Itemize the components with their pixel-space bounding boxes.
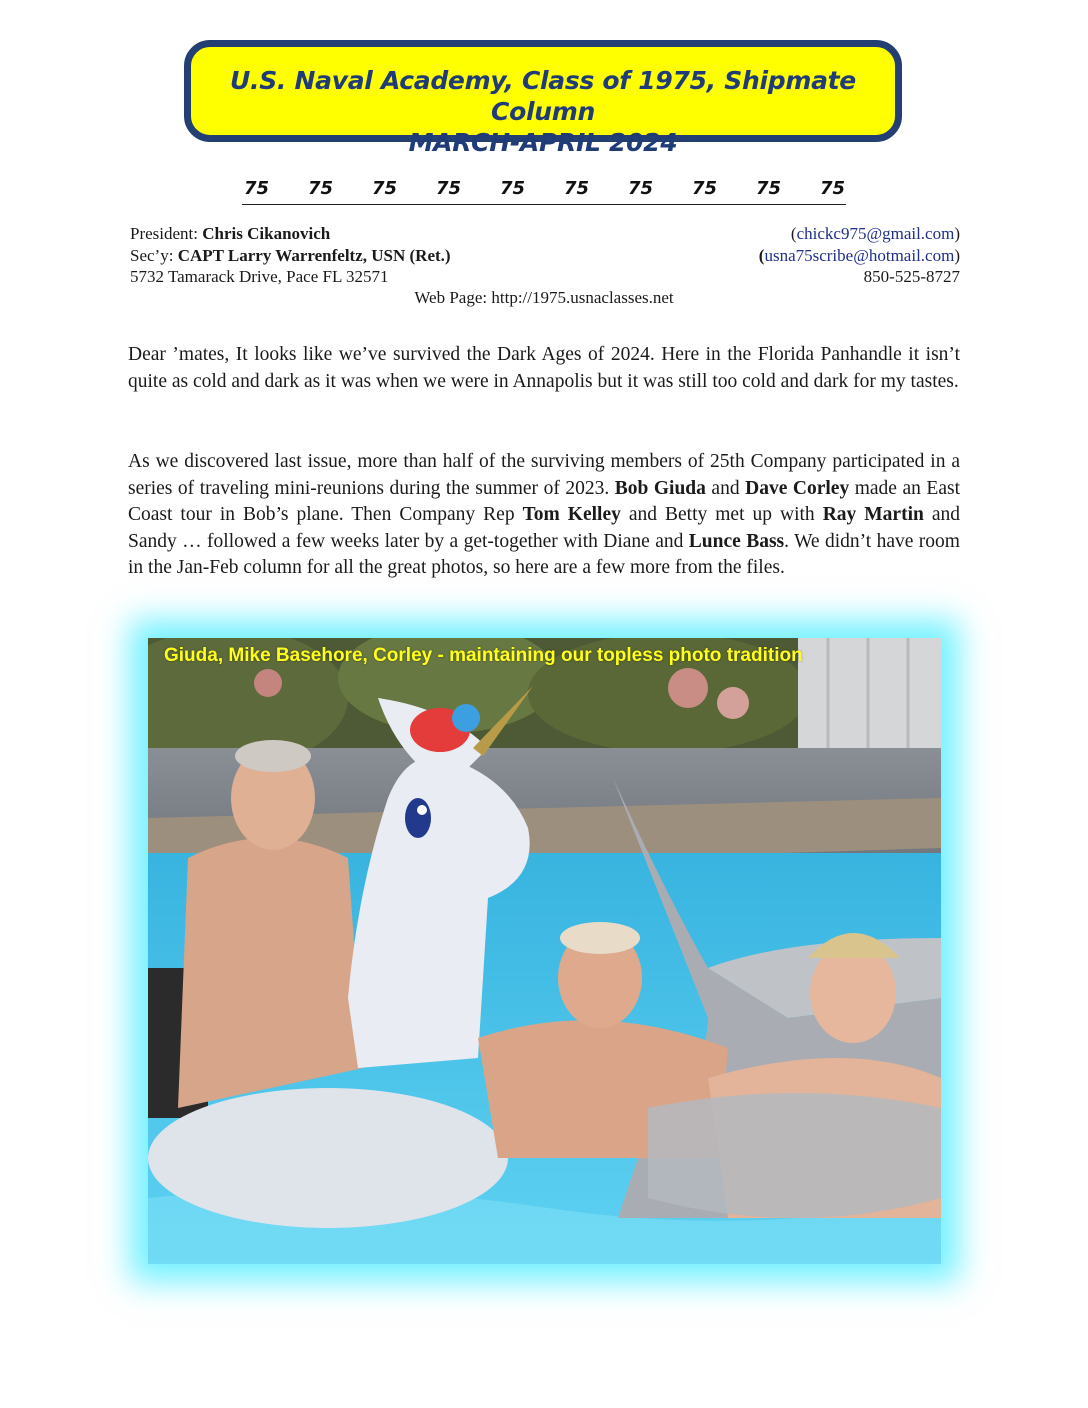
name-tom-kelley: Tom Kelley	[522, 504, 621, 526]
secretary-name: CAPT Larry Warrenfeltz, USN (Ret.)	[177, 246, 451, 265]
name-bob-giuda: Bob Giuda	[614, 477, 706, 499]
president-email-link[interactable]: chickc975@gmail.com	[796, 224, 955, 243]
name-dave-corley: Dave Corley	[745, 477, 850, 499]
phone-number: 850-525-8727	[863, 267, 960, 286]
column-issue-date: MARCH-APRIL 2024	[408, 128, 678, 157]
name-ray-martin: Ray Martin	[822, 504, 924, 526]
class-mark: 75	[756, 178, 782, 199]
class-mark: 75	[564, 178, 590, 199]
pool-photo	[148, 638, 941, 1264]
class-mark: 75	[244, 178, 270, 199]
class-mark: 75	[820, 178, 846, 199]
secretary-email-link[interactable]: usna75scribe@hotmail.com	[764, 246, 955, 265]
photo-caption: Giuda, Mike Basehore, Corley - maintaining our topless photo tradition	[164, 645, 803, 666]
class-mark: 75	[436, 178, 462, 199]
pool-photo-illustration	[148, 638, 941, 1264]
greeting-paragraph: Dear ’mates, It looks like we’ve survived the Dark Ages of 2024. Here in the Florida Panhandle it isn’t quite as cold and dark as it was when we were in Annapolis but it was still too cold and dark for my tastes.	[128, 344, 960, 392]
name-lunce-bass: Lunce Bass	[688, 530, 785, 552]
reunion-paragraph: As we discovered last issue, more than half of the surviving members of 25th Company participated in a series of traveling mini-reunions during the summer of 2023. Bob Giuda and Dave Corley made an East Coast tour in Bob’s plane. Then Company Rep Tom Kelley and Betty met up with Ray Martin and Sandy … followed a few weeks later by a get-together with Diane and Lunce Bass. We didn’t have room in the Jan-Feb column for all the great photos, so here are a few more from the files.	[128, 451, 960, 579]
column-title-banner	[184, 40, 902, 157]
class-mark: 75	[692, 178, 718, 199]
class-mark: 75	[500, 178, 526, 199]
class-mark: 75	[372, 178, 398, 199]
president-name: Chris Cikanovich	[202, 224, 331, 243]
secretary-label: Sec’y:	[130, 246, 178, 265]
class-year-divider	[242, 176, 846, 205]
column-title: U.S. Naval Academy, Class of 1975, Shipmate Column	[230, 66, 856, 126]
mailing-address: 5732 Tamarack Drive, Pace FL 32571	[130, 267, 389, 286]
class-mark: 75	[308, 178, 334, 199]
web-page-link[interactable]: Web Page: http://1975.usnaclasses.net	[414, 288, 674, 307]
class-mark: 75	[628, 178, 654, 199]
president-label: President:	[130, 224, 203, 243]
